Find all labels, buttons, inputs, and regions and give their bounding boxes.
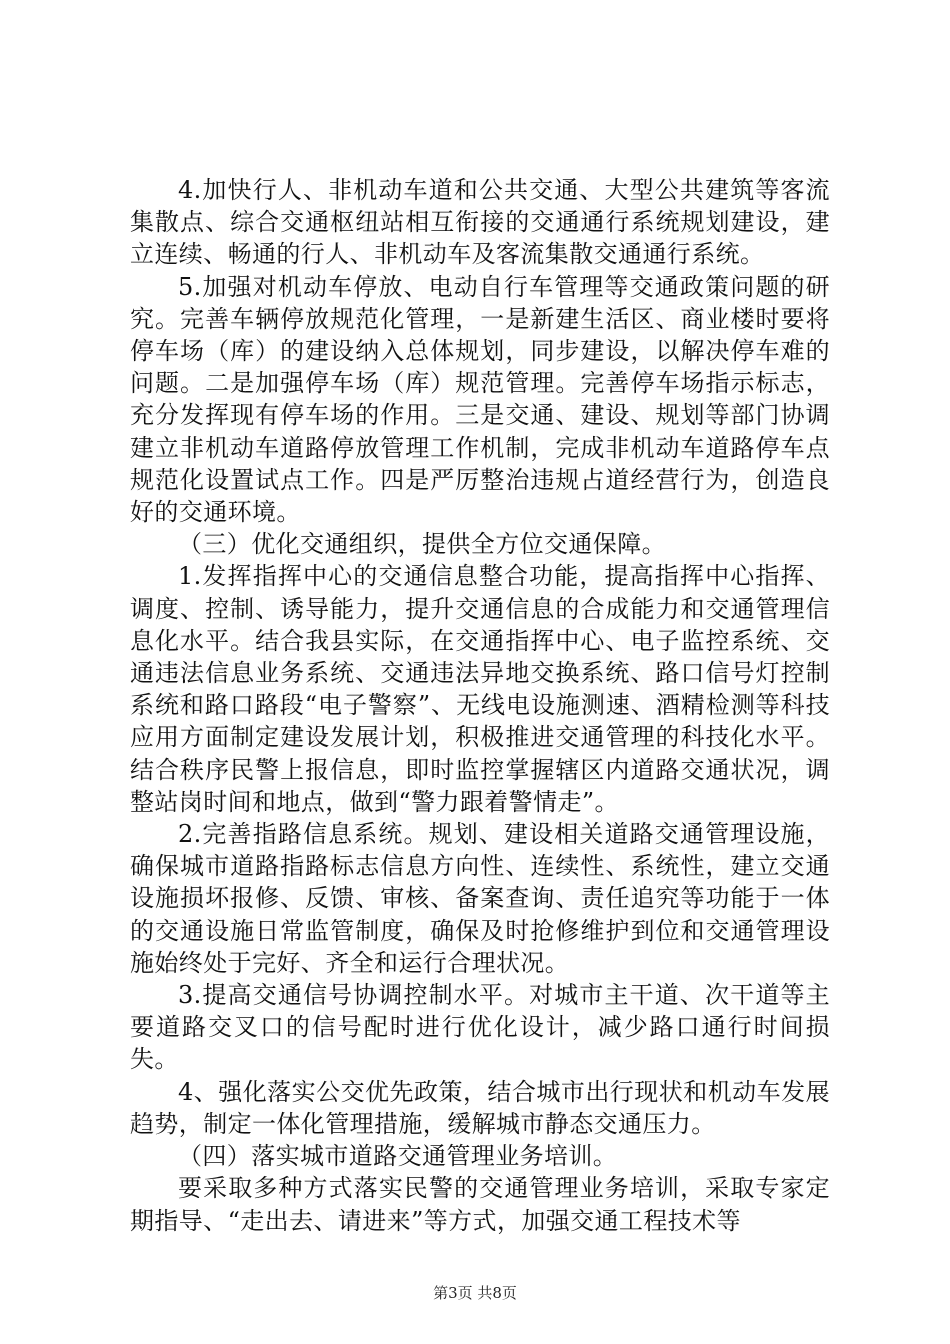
paragraph-item-5-parking: 5.加强对机动车停放、电动自行车管理等交通政策问题的研究。完善车辆停放规范化管理，一是新建生活区、商业楼时要将停车场（库）的建设纳入总体规划，同步建设，以解决停车难的问题。二是加强停车场（库）规范管理。完善停车场指示标志，充分发挥现有停车场的作用。三是交通、建设、规划等部门协调建立非机动车道路停放管理工作机制，完成非机动车道路停车点规范化设置试点工作。四是严厉整治违规占道经营行为，创造良好的交通环境。 bbox=[130, 272, 830, 527]
paragraph-item-3-signal-control: 3.提高交通信号协调控制水平。对城市主干道、次干道等主要道路交叉口的信号配时进行优化设计，减少路口通行时间损失。 bbox=[130, 981, 830, 1074]
paragraph-item-4-pedestrian: 4.加快行人、非机动车道和公共交通、大型公共建筑等客流集散点、综合交通枢纽站相互衔接的交通通行系统规划建设，建立连续、畅通的行人、非机动车及客流集散交通通行系统。 bbox=[130, 176, 830, 269]
paragraph-item-1-command-center: 1.发挥指挥中心的交通信息整合功能，提高指挥中心指挥、调度、控制、诱导能力，提升交通信息的合成能力和交通管理信息化水平。结合我县实际，在交通指挥中心、电子监控系统、交通违法信息业务系统、交通违法异地交换系统、路口信号灯控制系统和路口路段“电子警察”、无线电设施测速、酒精检测等科技应用方面制定建设发展计划，积极推进交通管理的科技化水平。结合秩序民警上报信息，即时监控掌握辖区内道路交通状况，调整站岗时间和地点，做到“警力跟着警情走”。 bbox=[130, 562, 830, 816]
section-heading-3: （三）优化交通组织，提供全方位交通保障。 bbox=[178, 530, 666, 559]
page-number-footer: 第3页 共8页 bbox=[433, 1284, 517, 1302]
section-heading-4: （四）落实城市道路交通管理业务培训。 bbox=[178, 1142, 618, 1171]
document-body bbox=[130, 174, 830, 1237]
paragraph-training: 要采取多种方式落实民警的交通管理业务培训，采取专家定期指导、“走出去、请进来”等方式，加强交通工程技术等 bbox=[130, 1174, 830, 1235]
paragraph-item-4-public-transit: 4、强化落实公交优先政策，结合城市出行现状和机动车发展趋势，制定一体化管理措施，缓解城市静态交通压力。 bbox=[130, 1077, 830, 1138]
paragraph-item-2-signage: 2.完善指路信息系统。规划、建设相关道路交通管理设施，确保城市道路指路标志信息方向性、连续性、系统性，建立交通设施损坏报修、反馈、审核、备案查询、责任追究等功能于一体的交通设施日常监管制度，确保及时抢修维护到位和交通管理设施始终处于完好、齐全和运行合理状况。 bbox=[130, 820, 830, 977]
